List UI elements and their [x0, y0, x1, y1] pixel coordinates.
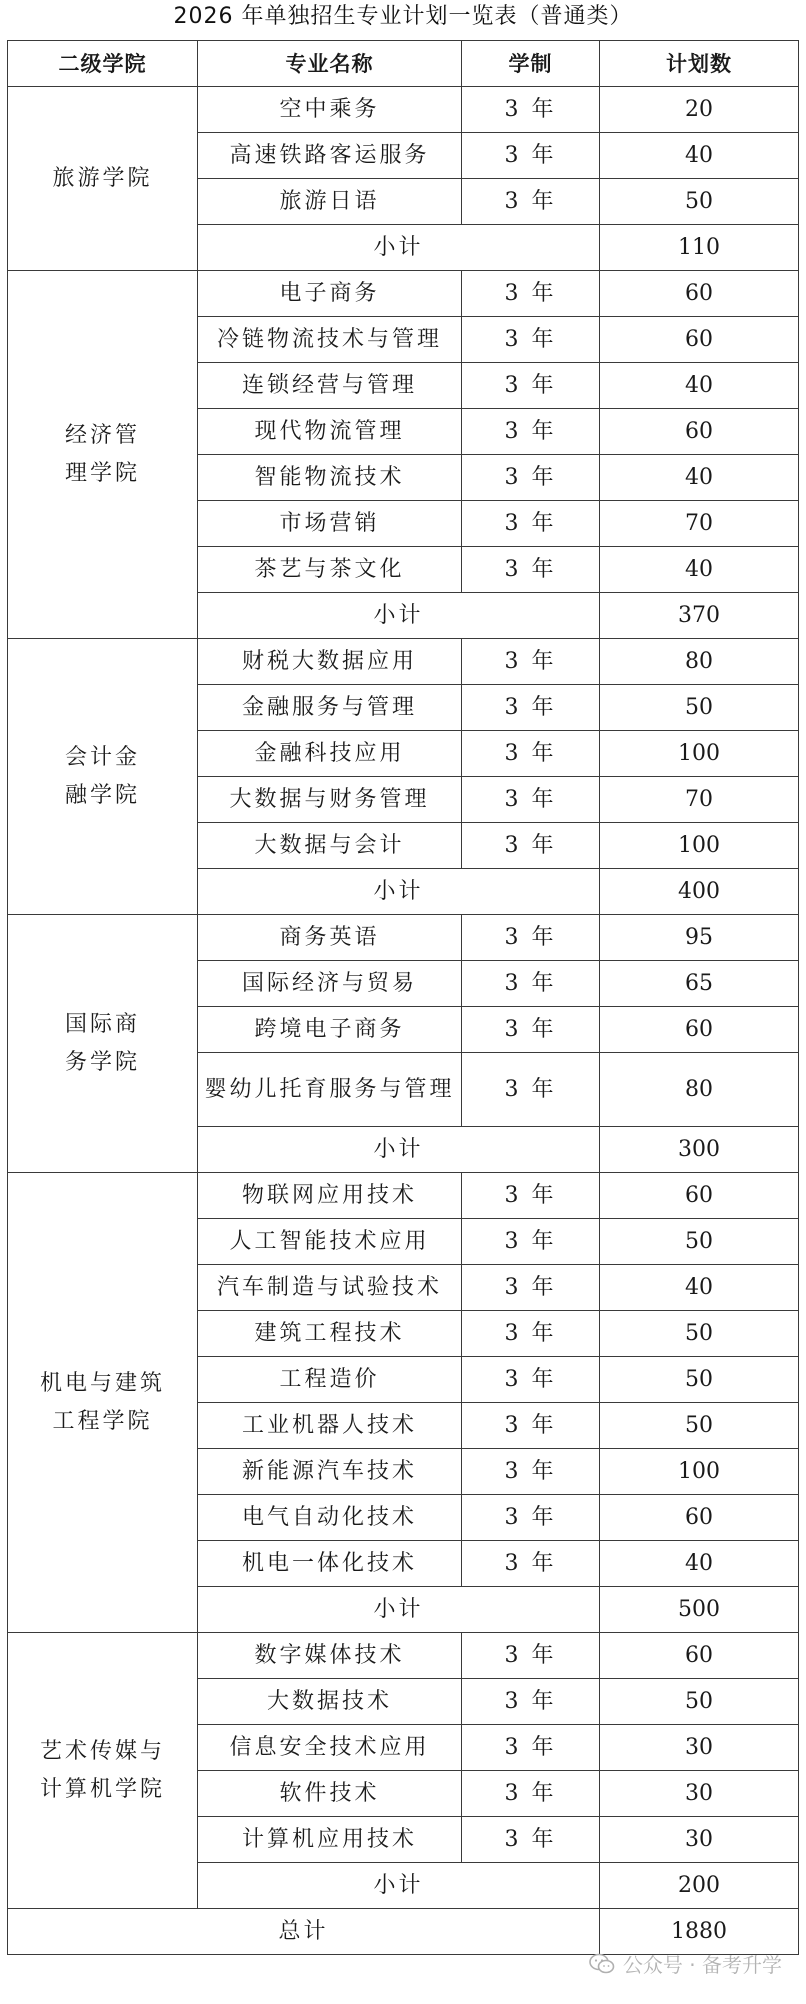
- college-name-line1: 旅游学院: [52, 165, 153, 191]
- duration-cell: 3 年: [462, 1053, 600, 1127]
- college-name-line1: 艺术传媒与: [39, 1738, 165, 1764]
- subtotal-label: 小计: [198, 593, 600, 639]
- major-name-cell: 工程造价: [198, 1357, 462, 1403]
- header-college: 二级学院: [8, 41, 198, 87]
- college-name-line2: 融学院: [64, 782, 140, 808]
- plan-count-cell: 20: [600, 87, 799, 133]
- college-name-cell: [8, 271, 198, 639]
- duration-cell: 3 年: [462, 639, 600, 685]
- plan-count-cell: 40: [600, 363, 799, 409]
- plan-count-cell: 80: [600, 639, 799, 685]
- duration-cell: 3 年: [462, 1771, 600, 1817]
- plan-count-cell: 30: [600, 1725, 799, 1771]
- duration-cell: 3 年: [462, 133, 600, 179]
- major-name-cell: 大数据与会计: [198, 823, 462, 869]
- plan-count-cell: 30: [600, 1817, 799, 1863]
- plan-count-cell: 60: [600, 409, 799, 455]
- duration-cell: 3 年: [462, 87, 600, 133]
- plan-count-cell: 50: [600, 1679, 799, 1725]
- plan-count-cell: 60: [600, 271, 799, 317]
- college-name-line2: 计算机学院: [39, 1776, 165, 1802]
- plan-count-cell: 40: [600, 1541, 799, 1587]
- duration-cell: 3 年: [462, 1725, 600, 1771]
- major-name-cell: 新能源汽车技术: [198, 1449, 462, 1495]
- college-name-cell: [8, 1633, 198, 1909]
- duration-cell: 3 年: [462, 363, 600, 409]
- plan-count-cell: 50: [600, 1219, 799, 1265]
- plan-count-cell: 40: [600, 455, 799, 501]
- duration-cell: 3 年: [462, 409, 600, 455]
- major-name-cell: 财税大数据应用: [198, 639, 462, 685]
- subtotal-label: 小计: [198, 1863, 600, 1909]
- watermark-text: 公众号 · 备考升学: [622, 1953, 782, 1977]
- plan-count-cell: 60: [600, 1007, 799, 1053]
- subtotal-value: 300: [600, 1127, 799, 1173]
- duration-cell: 3 年: [462, 1679, 600, 1725]
- major-name-cell: 旅游日语: [198, 179, 462, 225]
- duration-cell: 3 年: [462, 1357, 600, 1403]
- major-name-cell: 连锁经营与管理: [198, 363, 462, 409]
- table-row: [8, 271, 799, 317]
- major-name-cell: 工业机器人技术: [198, 1403, 462, 1449]
- table-row: [8, 639, 799, 685]
- major-name-cell: 跨境电子商务: [198, 1007, 462, 1053]
- duration-cell: 3 年: [462, 1007, 600, 1053]
- major-name-cell: 建筑工程技术: [198, 1311, 462, 1357]
- major-name-cell: 商务英语: [198, 915, 462, 961]
- plan-count-cell: 60: [600, 317, 799, 363]
- college-name-cell: [8, 915, 198, 1173]
- duration-cell: 3 年: [462, 1403, 600, 1449]
- total-row: [8, 1909, 799, 1955]
- subtotal-value: 500: [600, 1587, 799, 1633]
- plan-count-cell: 60: [600, 1173, 799, 1219]
- plan-count-cell: 50: [600, 685, 799, 731]
- plan-count-cell: 70: [600, 777, 799, 823]
- watermark: [589, 1949, 782, 1978]
- duration-cell: 3 年: [462, 1495, 600, 1541]
- plan-count-cell: 40: [600, 1265, 799, 1311]
- duration-cell: 3 年: [462, 455, 600, 501]
- major-name-cell: 金融科技应用: [198, 731, 462, 777]
- subtotal-value: 400: [600, 869, 799, 915]
- major-name-cell: 汽车制造与试验技术: [198, 1265, 462, 1311]
- major-name-cell: 数字媒体技术: [198, 1633, 462, 1679]
- subtotal-value: 110: [600, 225, 799, 271]
- duration-cell: 3 年: [462, 1219, 600, 1265]
- subtotal-label: 小计: [198, 1587, 600, 1633]
- subtotal-label: 小计: [198, 225, 600, 271]
- major-name-cell: 国际经济与贸易: [198, 961, 462, 1007]
- major-name-cell: 计算机应用技术: [198, 1817, 462, 1863]
- plan-count-cell: 100: [600, 823, 799, 869]
- duration-cell: 3 年: [462, 823, 600, 869]
- major-name-cell: 信息安全技术应用: [198, 1725, 462, 1771]
- major-name-cell: 软件技术: [198, 1771, 462, 1817]
- subtotal-value: 370: [600, 593, 799, 639]
- total-value: 1880: [600, 1909, 799, 1955]
- plan-count-cell: 65: [600, 961, 799, 1007]
- plan-count-cell: 100: [600, 731, 799, 777]
- plan-count-cell: 50: [600, 1311, 799, 1357]
- header-plan: 计划数: [600, 41, 799, 87]
- table-row: [8, 1173, 799, 1219]
- major-name-cell: 市场营销: [198, 501, 462, 547]
- enrollment-plan-table: [7, 40, 799, 1955]
- plan-count-cell: 40: [600, 547, 799, 593]
- college-name-line2: 工程学院: [52, 1408, 153, 1434]
- plan-count-cell: 50: [600, 1357, 799, 1403]
- college-name-cell: [8, 639, 198, 915]
- duration-cell: 3 年: [462, 1541, 600, 1587]
- major-name-cell: 智能物流技术: [198, 455, 462, 501]
- plan-count-cell: 95: [600, 915, 799, 961]
- major-name-cell: 婴幼儿托育服务与管理: [198, 1053, 462, 1127]
- duration-cell: 3 年: [462, 179, 600, 225]
- duration-cell: 3 年: [462, 1265, 600, 1311]
- duration-cell: 3 年: [462, 317, 600, 363]
- duration-cell: 3 年: [462, 685, 600, 731]
- major-name-cell: 物联网应用技术: [198, 1173, 462, 1219]
- college-name-line1: 国际商: [64, 1011, 140, 1037]
- duration-cell: 3 年: [462, 1817, 600, 1863]
- subtotal-value: 200: [600, 1863, 799, 1909]
- plan-count-cell: 50: [600, 1403, 799, 1449]
- duration-cell: 3 年: [462, 1633, 600, 1679]
- page-title: 2026 年单独招生专业计划一览表（普通类）: [173, 4, 633, 29]
- college-name-line2: 理学院: [64, 460, 140, 486]
- table-row: [8, 915, 799, 961]
- duration-cell: 3 年: [462, 1449, 600, 1495]
- table-row: [8, 1633, 799, 1679]
- major-name-cell: 大数据与财务管理: [198, 777, 462, 823]
- major-name-cell: 电气自动化技术: [198, 1495, 462, 1541]
- plan-count-cell: 40: [600, 133, 799, 179]
- duration-cell: 3 年: [462, 501, 600, 547]
- header-major: 专业名称: [198, 41, 462, 87]
- college-name-line1: 经济管: [64, 422, 140, 448]
- college-name-cell: [8, 87, 198, 271]
- college-name-cell: [8, 1173, 198, 1633]
- major-name-cell: 茶艺与茶文化: [198, 547, 462, 593]
- subtotal-label: 小计: [198, 869, 600, 915]
- college-name-line2: 务学院: [64, 1049, 140, 1075]
- plan-count-cell: 60: [600, 1633, 799, 1679]
- table-row: [8, 87, 799, 133]
- major-name-cell: 冷链物流技术与管理: [198, 317, 462, 363]
- major-name-cell: 机电一体化技术: [198, 1541, 462, 1587]
- plan-count-cell: 70: [600, 501, 799, 547]
- duration-cell: 3 年: [462, 961, 600, 1007]
- duration-cell: 3 年: [462, 777, 600, 823]
- duration-cell: 3 年: [462, 271, 600, 317]
- duration-cell: 3 年: [462, 1173, 600, 1219]
- plan-count-cell: 60: [600, 1495, 799, 1541]
- major-name-cell: 金融服务与管理: [198, 685, 462, 731]
- duration-cell: 3 年: [462, 731, 600, 777]
- plan-count-cell: 30: [600, 1771, 799, 1817]
- major-name-cell: 现代物流管理: [198, 409, 462, 455]
- total-label: 总计: [8, 1909, 600, 1955]
- college-name-line1: 机电与建筑: [39, 1370, 165, 1396]
- major-name-cell: 空中乘务: [198, 87, 462, 133]
- duration-cell: 3 年: [462, 1311, 600, 1357]
- major-name-cell: 电子商务: [198, 271, 462, 317]
- plan-count-cell: 80: [600, 1053, 799, 1127]
- plan-count-cell: 50: [600, 179, 799, 225]
- table-header-row: [8, 41, 799, 87]
- major-name-cell: 高速铁路客运服务: [198, 133, 462, 179]
- plan-count-cell: 100: [600, 1449, 799, 1495]
- table-body: [8, 87, 799, 1955]
- major-name-cell: 大数据技术: [198, 1679, 462, 1725]
- duration-cell: 3 年: [462, 915, 600, 961]
- subtotal-label: 小计: [198, 1127, 600, 1173]
- duration-cell: 3 年: [462, 547, 600, 593]
- header-duration: 学制: [462, 41, 600, 87]
- college-name-line1: 会计金: [64, 744, 140, 770]
- major-name-cell: 人工智能技术应用: [198, 1219, 462, 1265]
- wechat-icon: [589, 1953, 615, 1975]
